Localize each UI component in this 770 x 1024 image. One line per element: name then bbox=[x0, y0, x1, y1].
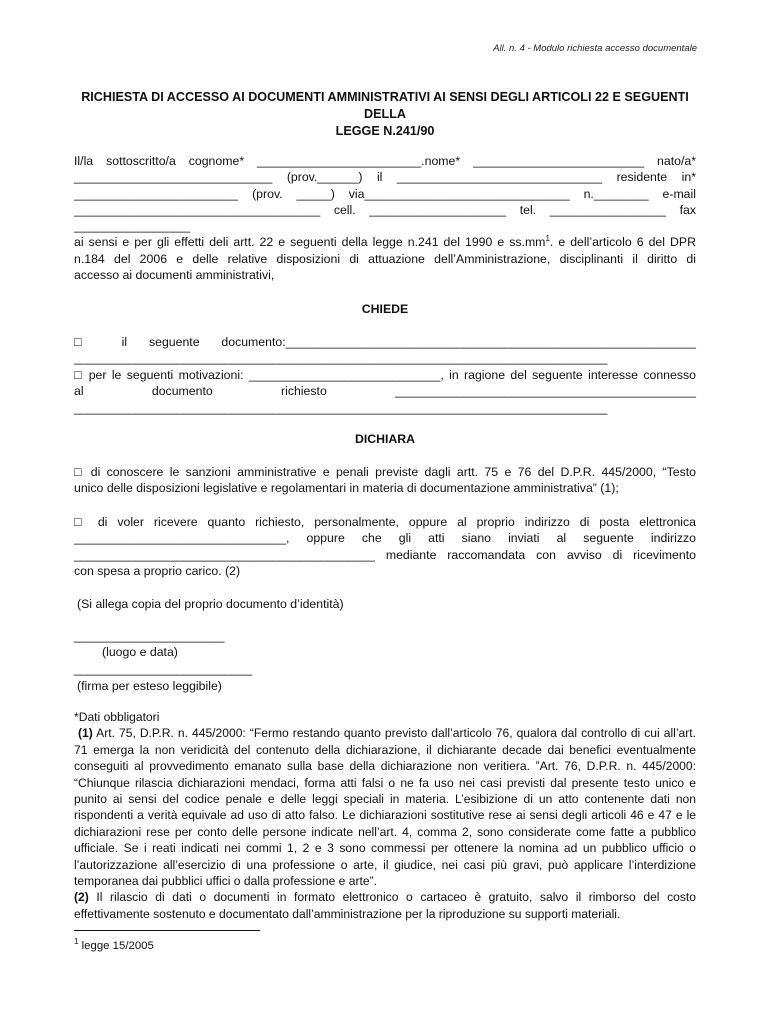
motivation-checkbox-line[interactable]: □ per le seguenti motivazioni: ____________________________, in ragione del seguente interesse connesso bbox=[74, 368, 696, 382]
page-title bbox=[60, 89, 710, 140]
title-line-1: RICHIESTA DI ACCESSO AI DOCUMENTI AMMINISTRATIVI AI SENSI DEGLI ARTICOLI 22 E SEGUENTI DELLA bbox=[81, 90, 689, 121]
motivation-field-line[interactable]: ______________________________________________________________________________ bbox=[74, 400, 608, 415]
signature-label: (firma per esteso leggibile) bbox=[77, 679, 222, 693]
dichiara-heading: DICHIARA bbox=[354, 432, 416, 446]
chiede-heading: CHIEDE bbox=[361, 302, 409, 316]
title-line-2: LEGGE N.241/90 bbox=[335, 124, 435, 138]
intro-line-text: . e dell’articolo 6 del DPR bbox=[549, 235, 696, 250]
intro-line: _____________________________ (prov.______) il ______________________________ residente in* bbox=[74, 170, 696, 185]
requested-document-section bbox=[74, 334, 696, 367]
sanctions-text-line: unico delle disposizioni legislative e regolamentari in materia di documentazione amministrativa” (1); bbox=[74, 481, 619, 496]
document-checkbox-line[interactable]: □ il seguente documento:____________________________________________________________ bbox=[74, 335, 696, 349]
intro-line: Il/la sottoscritto/a cognome* ________________________.nome* _________________________ nato/a* bbox=[74, 154, 696, 168]
mandatory-data-note: *Dati obbligatori bbox=[74, 710, 160, 724]
footnote-marker: 1 bbox=[74, 937, 79, 947]
intro-line-text: ai sensi e per gli effetti deli artt. 22 e seguenti della legge n.241 del 1990 e ss.mm bbox=[74, 235, 546, 250]
footnote-divider bbox=[74, 930, 260, 931]
attachment-note: All. n. 4 - Modulo richiesta accesso documentale bbox=[493, 43, 697, 54]
footnote bbox=[74, 937, 154, 952]
delivery-declaration bbox=[74, 514, 696, 579]
delivery-field-line[interactable]: _______________________________, oppure che gli atti siano inviati al seguente indirizzo bbox=[74, 531, 696, 546]
intro-line: ____________________________________ cell. ____________________ tel. _________________ fax bbox=[74, 202, 696, 217]
motivation-section bbox=[74, 367, 696, 416]
footnote-ref: 1 bbox=[545, 234, 550, 244]
intro-line: _________________ bbox=[74, 219, 191, 234]
note-2 bbox=[74, 889, 696, 922]
place-date-line[interactable]: ______________________ bbox=[74, 629, 225, 643]
legal-notes bbox=[74, 709, 696, 922]
intro-line: accesso ai documenti amministrativi, bbox=[74, 268, 275, 283]
delivery-field-line[interactable]: ____________________________________________ mediante raccomandata con avviso di ricevimento bbox=[74, 547, 696, 562]
footnote-text: legge 15/2005 bbox=[78, 940, 154, 952]
place-date-label: (luogo e data) bbox=[102, 645, 178, 659]
note-2-label: (2) bbox=[74, 890, 89, 905]
note-1-text: Art. 75, D.P.R. n. 445/2000: “Fermo restando quanto previsto dall’articolo 76, qualora dal controllo di cui all’art. 71 emerga la non veridicità del contenuto della dichiarazione, il dichiarante decade dai benefici eventualmente conseguiti al provvedimento emanato sulla base della dichiarazione non veritiera. ”Art. 76, D.P.R. n. 445/2000: “Chiunque rilascia dichiarazioni mendaci, forma atti falsi o ne fa uso nei casi previsti dal presente testo unico e punito ai sensi del codice penale e delle leggi speciali in materia. L’esibizione di un atto contenente dati non rispondenti a verità equivale ad uso di atto falso. Le dichiarazioni sostitutive rese ai sensi degli articoli 46 e 47 e le dichiarazioni rese per conto delle persone indicate nell’art. 4, comma 2, sono considerate come fatte a pubblico ufficiale. Se i reati indicati nei commi 1, 2 e 3 sono commessi per ottenere la nomina ad un pubblico ufficio o l’autorizzazione all’esercizio di una professione o arte, il giudice, nei casi più gravi, può applicare l’interdizione temporanea dai pubblici uffici o dalla professione e arte”. bbox=[74, 726, 696, 889]
motivation-field-line[interactable]: al documento richiesto ____________________________________________ bbox=[74, 384, 696, 399]
signature-line[interactable]: __________________________ bbox=[74, 662, 252, 676]
applicant-details bbox=[74, 153, 696, 283]
document-field-line[interactable]: ______________________________________________________________________________ bbox=[74, 351, 608, 366]
sanctions-checkbox-line[interactable]: □ di conoscere le sanzioni amministrative e penali previste dagli artt. 75 e 76 del D.P.R. 445/2000, “Testo bbox=[74, 465, 696, 479]
id-attachment-note: (Si allega copia del proprio documento d’identità) bbox=[77, 597, 344, 611]
note-1 bbox=[74, 725, 696, 889]
note-1-label: (1) bbox=[78, 726, 93, 741]
delivery-checkbox-line[interactable]: □ di voler ricevere quanto richiesto, personalmente, oppure al proprio indirizzo di posta elettronica bbox=[74, 515, 696, 529]
sanctions-declaration bbox=[74, 464, 696, 497]
intro-line bbox=[74, 234, 696, 250]
intro-line: n.184 del 2006 e delle relative disposizioni di attuazione dell’Amministrazione, disciplinanti il diritto di bbox=[74, 251, 696, 266]
intro-line: ________________________ (prov. _____) via______________________________ n.________ e-mail bbox=[74, 186, 696, 201]
note-2-text: Il rilascio di dati o documenti in formato elettronico o cartaceo è gratuito, salvo il rimborso del costo effettivamente sostenuto e documentato dall’amministrazione per la riproduzione su supporti materiali. bbox=[74, 890, 696, 921]
delivery-text-line: con spesa a proprio carico. (2) bbox=[74, 563, 241, 578]
